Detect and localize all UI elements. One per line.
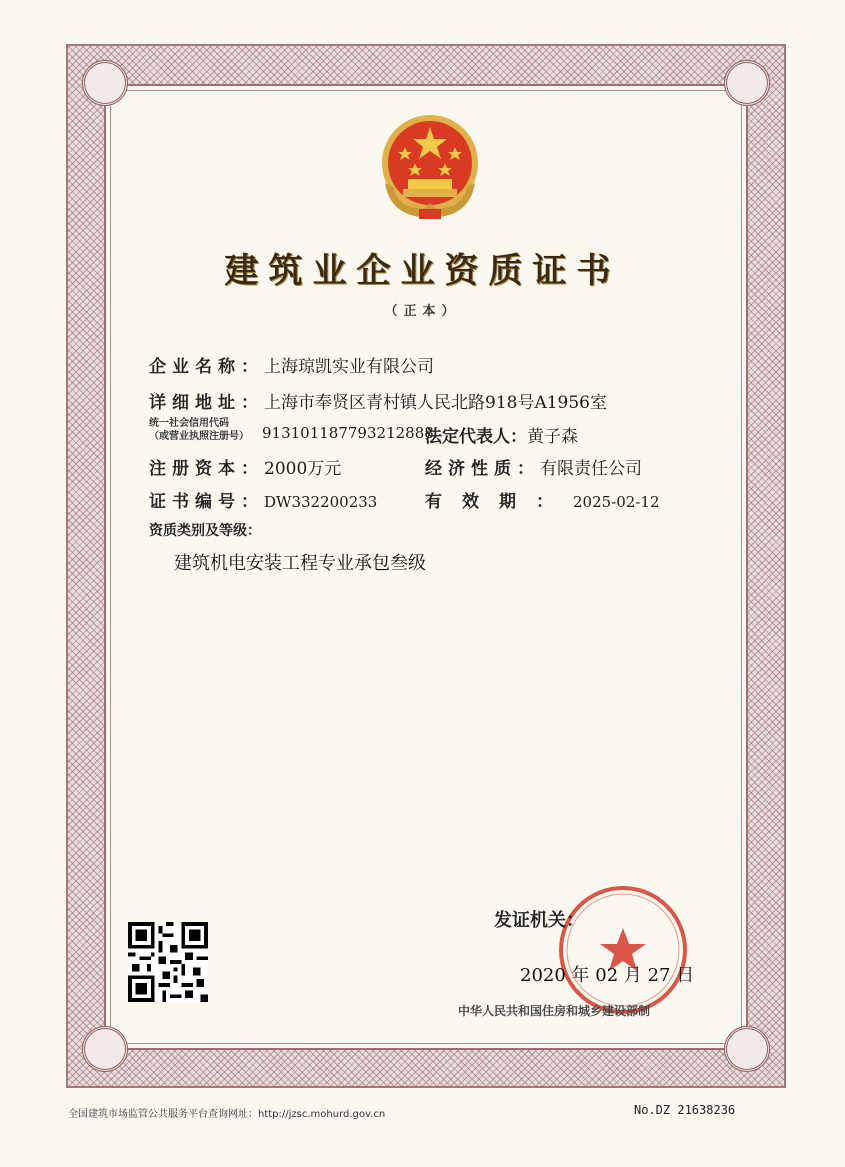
credit-code-label-line2: （或营业执照注册号）: [149, 431, 249, 442]
qualification-label: 资质类别及等级：: [149, 523, 261, 539]
issuer-department: 中华人民共和国住房和城乡建设部制: [458, 1004, 651, 1018]
legal-rep-label: 法定代表人：: [425, 427, 527, 447]
company-name-row: [149, 352, 434, 377]
economic-nature-row: [425, 454, 642, 479]
qr-code-icon: [128, 922, 208, 1002]
national-emblem-icon: [375, 113, 485, 221]
qualification-value: 建筑机电安装工程专业承包叁级: [174, 553, 426, 574]
official-seal-icon: [553, 880, 693, 1020]
economic-nature-label: 经济性质：: [425, 459, 540, 479]
certificate-title: 建筑业企业资质证书: [224, 251, 621, 291]
corner-ornament-top-right: [724, 60, 770, 106]
address-label: 详细地址：: [149, 393, 264, 413]
capital-row: [149, 454, 341, 479]
address-value: 上海市奉贤区青村镇人民北路918号A1956室: [264, 393, 607, 413]
valid-label: 有效期：: [425, 492, 573, 512]
corner-ornament-bottom-left: [82, 1026, 128, 1072]
legal-rep-row: [425, 422, 578, 447]
certificate-subtitle: （正本）: [384, 304, 461, 319]
cert-no-value: DW332200233: [264, 493, 378, 511]
qualification-row: [149, 520, 261, 540]
valid-value: 2025-02-12: [573, 493, 660, 511]
query-url-text: 全国建筑市场监管公共服务平台查询网址：http://jzsc.mohurd.gov.cn: [68, 1109, 386, 1120]
cert-no-row: [149, 487, 377, 512]
capital-value: 2000万元: [264, 459, 342, 479]
corner-ornament-bottom-right: [724, 1026, 770, 1072]
corner-ornament-top-left: [82, 60, 128, 106]
valid-row: [425, 487, 659, 512]
company-name-value: 上海琼凯实业有限公司: [264, 357, 434, 377]
capital-label: 注册资本：: [149, 459, 264, 479]
issue-date: 2020 年 02 月 27 日: [520, 965, 695, 986]
company-name-label: 企业名称：: [149, 357, 264, 377]
credit-code-label-line1: 统一社会信用代码: [149, 418, 229, 429]
credit-code-label: [149, 417, 249, 443]
economic-nature-value: 有限责任公司: [540, 459, 642, 479]
credit-code-value: 913101187793212888: [262, 424, 434, 442]
legal-rep-value: 黄子森: [527, 427, 578, 447]
issuer-label: 发证机关：: [494, 910, 584, 931]
address-row: [149, 388, 607, 413]
cert-no-label: 证书编号：: [149, 492, 264, 512]
serial-number: No.DZ 21638236: [634, 1103, 736, 1117]
